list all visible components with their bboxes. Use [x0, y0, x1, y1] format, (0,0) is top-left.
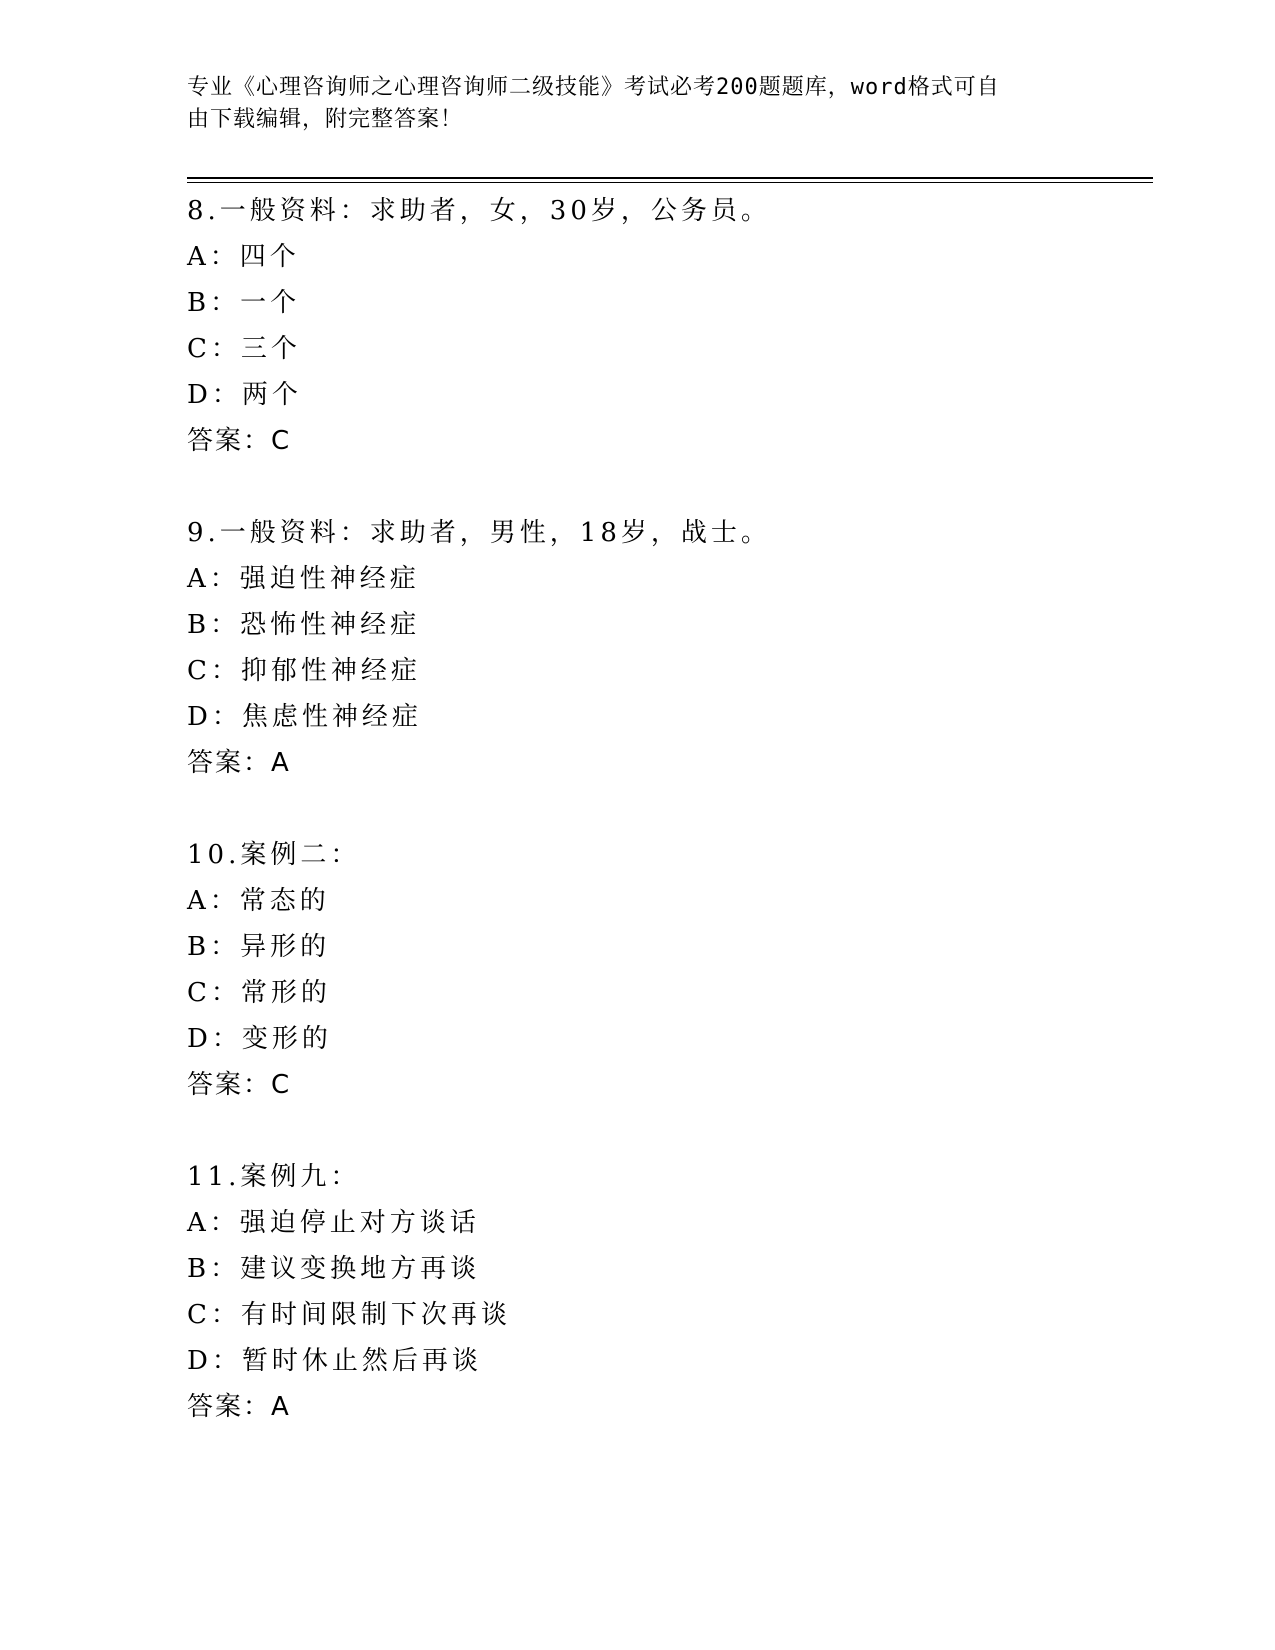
option-a: A：四个 — [187, 242, 300, 272]
option-c: C：三个 — [187, 334, 301, 364]
answer-line: 答案：C — [187, 1070, 292, 1100]
question-stem: 11.案例九： — [187, 1162, 361, 1192]
option-c: C：有时间限制下次再谈 — [187, 1300, 511, 1330]
document-header — [187, 72, 1087, 136]
header-line-1: 专业《心理咨询师之心理咨询师二级技能》考试必考200题题库，word格式可自 — [187, 75, 1000, 100]
question-11 — [187, 1154, 1153, 1430]
option-a: A：常态的 — [187, 886, 330, 916]
question-stem: 9.一般资料：求助者，男性，18岁，战士。 — [187, 518, 771, 548]
option-c: C：抑郁性神经症 — [187, 656, 421, 686]
question-10 — [187, 832, 1153, 1108]
answer-line: 答案：A — [187, 1392, 291, 1422]
option-d: D：变形的 — [187, 1024, 332, 1054]
option-d: D：焦虑性神经症 — [187, 702, 422, 732]
option-c: C：常形的 — [187, 978, 331, 1008]
question-9 — [187, 510, 1153, 786]
question-stem: 8.一般资料：求助者，女，30岁，公务员。 — [187, 196, 771, 226]
option-a: A：强迫停止对方谈话 — [187, 1208, 480, 1238]
option-b: B：建议变换地方再谈 — [187, 1254, 481, 1284]
option-d: D：两个 — [187, 380, 302, 410]
option-b: B：异形的 — [187, 932, 331, 962]
header-line-2: 由下载编辑，附完整答案！ — [187, 107, 464, 132]
option-b: B：恐怖性神经症 — [187, 610, 421, 640]
answer-line: 答案：A — [187, 748, 291, 778]
option-b: B：一个 — [187, 288, 301, 318]
header-divider-thick — [187, 177, 1153, 179]
question-8 — [187, 188, 1153, 464]
header-divider-thin — [187, 182, 1153, 183]
question-list — [187, 188, 1153, 1476]
question-stem: 10.案例二： — [187, 840, 361, 870]
option-d: D：暂时休止然后再谈 — [187, 1346, 482, 1376]
answer-line: 答案：C — [187, 426, 292, 456]
option-a: A：强迫性神经症 — [187, 564, 420, 594]
